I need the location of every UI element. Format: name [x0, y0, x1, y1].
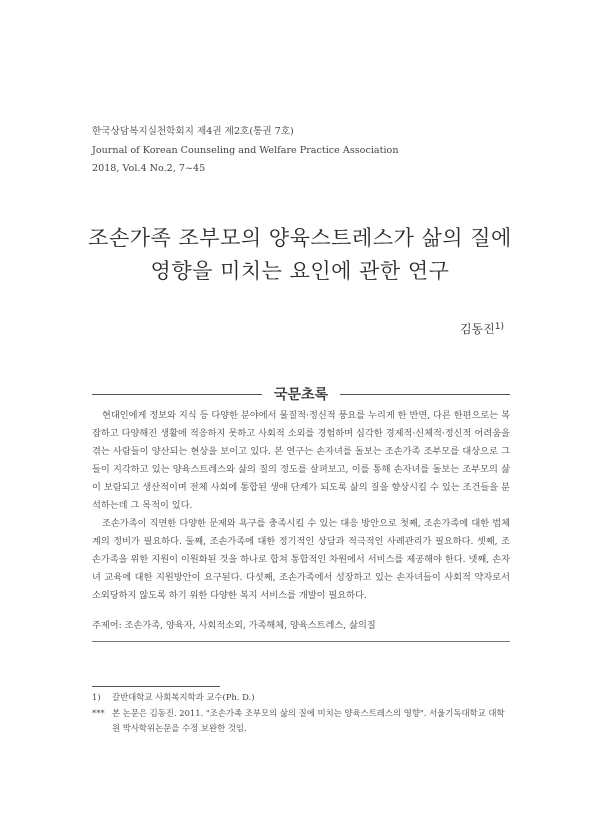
abstract-heading-rule-right: [340, 394, 510, 395]
footnote: [92, 690, 510, 706]
abstract-body: [92, 407, 510, 605]
journal-issue: 2018, Vol.4 No.2, 7~45: [92, 163, 206, 174]
abstract-heading-label: 국문초록: [273, 387, 329, 403]
keywords: 주제어: 조손가족, 양육자, 사회적소외, 가족해체, 양육스트레스, 삶의질: [92, 620, 376, 631]
paper-title-line-2: 영향을 미치는 요인에 관한 연구: [150, 259, 450, 283]
abstract-paragraph: 현대인에게 정보와 지식 등 다양한 분야에서 물질적·정신적 풍요를 누리게 한 반면, 다른 한편으로는 복잡하고 다양해진 생활에 적응하지 못하고 사회적 소외를 경험하며 심각한 경제적·신체적·정신적 어려움을 겪는 사람들이 양산되는 현상을 보이고 있다. 본 연구는 손자녀를 돌보는 조손가족 조부모를 대상으로 그들이 지각하고 있는 양육스트레스와 삶의 질의 정도를 살펴보고, 이를 통해 손자녀를 돌보는 조부모의 삶이 보람되고 생산적이며 전체 사회에 통합된 생애 단계가 되도록 삶의 질을 향상시킬 수 있는 조건들을 분석하는데 그 목적이 있다.: [92, 410, 510, 511]
abstract-heading: [92, 382, 510, 406]
journal-english-name: Journal of Korean Counseling and Welfare Practice Association: [92, 144, 399, 156]
journal-korean-name: 한국상담복지실천학회지 제4권 제2호(통권 7호): [92, 126, 294, 137]
abstract-heading-rule-left: [92, 394, 262, 395]
journal-info: [92, 123, 399, 179]
footnote-text: 본 논문은 김동진. 2011. "조손가족 조부모의 삶의 질에 미치는 양육스트레스의 영향". 서울기독대학교 대학원 박사학위논문을 수정 보완한 것임.: [112, 707, 505, 733]
author-footnote-mark: 1): [494, 322, 504, 332]
abstract-paragraph: 조손가족이 직면한 다양한 문제와 욕구를 충족시킬 수 있는 대응 방안으로 첫째, 조손가족에 대한 법체계의 정비가 필요하다. 둘째, 조손가족에 대한 정기적인 상담과 적극적인 사례관리가 필요하다. 셋째, 조손가족을 위한 지원이 이원화된 것을 하나로 합쳐 통합적인 차원에서 서비스를 제공해야 한다. 넷째, 손자녀 교육에 대한 지원방안이 요구된다. 다섯째, 조손가족에서 성장하고 있는 손자녀들이 사회적 약자로서 소외당하지 않도록 하기 위한 다양한 복지 서비스를 개발이 필요하다.: [92, 518, 510, 601]
footnote-text: 갈반대학교 사회복지학과 교수(Ph. D.): [112, 692, 255, 702]
paper-title: [0, 222, 600, 288]
author: [460, 320, 504, 337]
footnotes: [92, 690, 510, 737]
footnote-mark: 1): [92, 692, 101, 702]
paper-title-line-1: 조손가족 조부모의 양육스트레스가 삶의 질에: [88, 226, 512, 250]
author-name: 김동진: [459, 322, 495, 336]
footnote-divider: [92, 686, 220, 687]
footnote: [92, 706, 510, 737]
divider: [92, 641, 510, 642]
footnote-mark: ***: [92, 707, 105, 718]
